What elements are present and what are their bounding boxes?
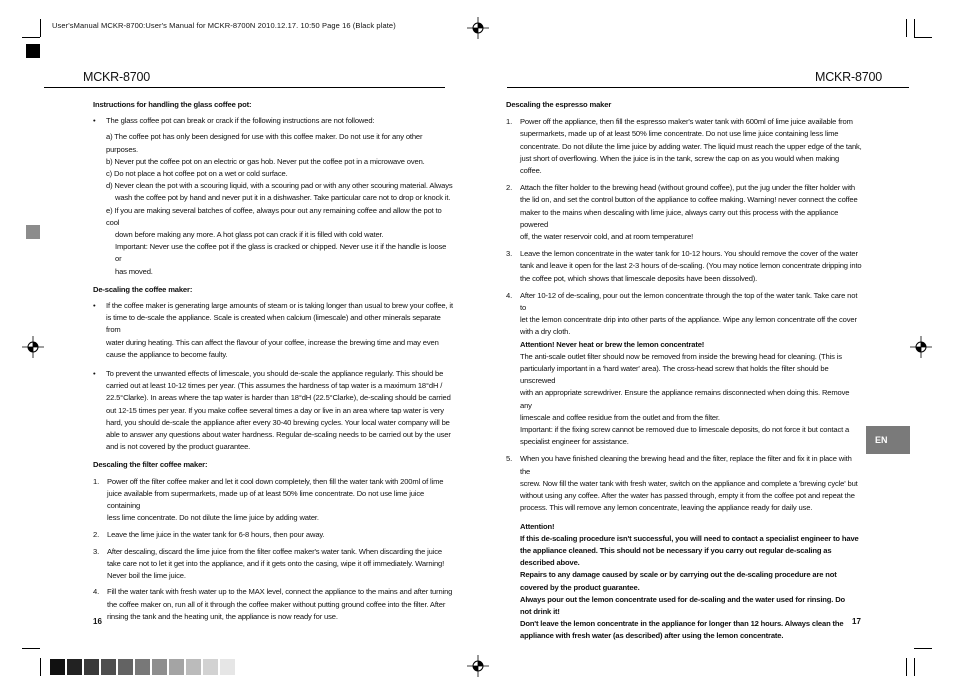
paragraph-line: Never boil the lime juice. <box>107 571 186 581</box>
color-swatch <box>152 659 167 675</box>
paragraph-line: When you have finished cleaning the brewing head and the filter, replace the filter and fix it in place with the <box>520 454 852 476</box>
paragraph-line: Power off the filter coffee maker and let it cool down completely, then fill the water tank with 200ml of lime <box>107 476 444 486</box>
glass-item-a: a) The coffee pot has only been designed for use with this coffee maker. Do not use it for any other purposes. <box>106 132 423 154</box>
bullet: • <box>93 369 96 379</box>
paragraph-line: the coffee maker on, run all of it through the coffee maker without putting ground coffee into the filter. After <box>107 599 446 609</box>
list-number: 2. <box>506 183 513 193</box>
list-item <box>93 368 453 453</box>
paragraph-line: maker to the mains when descaling with lime juice, always carry out this process with the appliance powered <box>520 207 839 229</box>
glass-item-d: d) Never clean the pot with a scouring liquid, with a scouring pad or with any other scouring material. Always <box>106 181 453 191</box>
grayscale-color-bar <box>50 659 235 675</box>
paragraph-line: limescale and coffee residue from the outlet and from the filter. <box>520 412 720 422</box>
glass-important-cont: has moved. <box>115 266 153 276</box>
crop-mark <box>914 658 915 676</box>
paragraph-line: tank and leave it open for the last 2-3 hours of de-scaling. (You may notice lemon concentrate dripping into <box>520 261 862 271</box>
paragraph-line: cause the appliance to become faulty. <box>106 349 228 359</box>
bullet: • <box>93 301 96 311</box>
paragraph-line: with a dry cloth. <box>520 327 571 337</box>
paragraph-line: hard, you should de-scale the appliance after every 30-40 brewing cycles. Your local water company will be <box>106 417 450 427</box>
attention-line: Attention! <box>520 521 555 531</box>
list-number: 3. <box>506 249 513 259</box>
list-item <box>506 290 862 449</box>
paragraph-line: take care not to let it get into the appliance, and if it gets onto the casing, wipe it off immediately. Warning! <box>107 558 445 568</box>
right-column <box>506 99 862 643</box>
paragraph-line: less lime concentrate. Do not dilute the lime juice by adding water. <box>107 513 319 523</box>
paragraph-line: After 10-12 of de-scaling, pour out the lemon concentrate through the top of the water tank. Take care not to <box>520 290 858 313</box>
glass-item-e-cont: down before making any more. A hot glass pot can crack if it is filled with cold water. <box>115 230 384 240</box>
glass-important: Important: Never use the coffee pot if the glass is cracked or chipped. Never use it if the handle is loose or <box>115 242 447 264</box>
paragraph-line: with an appropriate screwdriver. Ensure the appliance remains disconnected when doing this. Remove any <box>520 388 850 410</box>
glass-item-d-cont: wash the coffee pot by hand and never put it in a dishwasher. Take particular care not to drop or knock it. <box>115 193 451 203</box>
paragraph-line: process. This will remove any lemon concentrate, leaving the appliance ready for daily use. <box>520 503 813 513</box>
paragraph-line: If the coffee maker is generating large amounts of steam or is taking longer than usual to brew your coffee, it <box>106 301 453 311</box>
attention-block <box>506 521 862 643</box>
color-swatch <box>135 659 150 675</box>
list-number: 3. <box>93 546 100 556</box>
paragraph-line: Fill the water tank with fresh water up to the MAX level, connect the appliance to the mains and after turning <box>107 587 453 597</box>
paragraph-line: supermarkets, made up of at least 50% lime concentrate. Do not use lime juice containing less lime <box>520 129 839 139</box>
paragraph-line: Important: if the fixing screw cannot be removed due to limescale deposits, do not force it but contact a <box>520 425 850 435</box>
print-slug: User'sManual MCKR-8700:User's Manual for MCKR-8700N 2010.12.17. 10:50 Page 16 (Black plate) <box>52 21 396 30</box>
paragraph-line: carried out at least 10-12 times per year. (This assumes the hardness of tap water is a maximum 18°dH / <box>106 381 443 391</box>
crop-mark <box>22 37 40 38</box>
crop-mark <box>906 19 907 37</box>
glass-item-e: e) If you are making several batches of coffee, always pour out any remaining coffee and allow the pot to cool <box>106 205 442 227</box>
corner-black-square <box>26 44 40 58</box>
paragraph-line: particularly important in a 'hard water' area). The cross-head screw that holds the filter should be unscrewed <box>520 364 829 386</box>
paragraph-line: The anti-scale outlet filter should now be removed from inside the brewing head for cleaning. (This is <box>520 351 842 361</box>
attention-line: If this de-scaling procedure isn't successful, you will need to contact a specialist engineer to have <box>520 533 859 543</box>
crop-mark <box>914 19 915 37</box>
attention-line: covered by the product guarantee. <box>520 582 640 592</box>
paragraph-line: the coffee pot, which shows that limescale deposits have been dissolved). <box>520 273 758 283</box>
crop-mark <box>914 37 932 38</box>
list-item <box>506 453 862 514</box>
left-header-title: MCKR-8700 <box>83 70 150 84</box>
crop-mark <box>906 658 907 676</box>
registration-mark-icon <box>910 336 932 358</box>
glass-sublist <box>93 131 453 277</box>
paragraph-line: screw. Now fill the water tank with fresh water, switch on the appliance and complete a 'brewing cycle' but <box>520 478 858 488</box>
list-number: 2. <box>93 529 100 539</box>
paragraph-line: Leave the lemon concentrate in the water tank for 10-12 hours. You should remove the cover of the water <box>520 249 858 259</box>
language-tab: EN <box>866 426 910 454</box>
attention-line: not drink it! <box>520 606 560 616</box>
attention-line: the appliance cleaned. This should not be necessary if you carry out regular de-scaling as <box>520 545 832 555</box>
list-item <box>93 476 453 525</box>
paragraph-line: is time to de-scale the appliance. Scale is created when calcium (limescale) and other minerals separate from <box>106 313 441 335</box>
glass-item-c: c) Do not place a hot coffee pot on a wet or cold surface. <box>106 169 288 179</box>
paragraph-line: water during heating. This can affect the flavour of your coffee, increase the brewing time and may even <box>106 337 439 347</box>
paragraph-line: the lid on, and set the control button of the appliance to coffee making. Warning! never connect the coffee <box>520 195 858 205</box>
list-number: 4. <box>93 587 100 597</box>
attention-line: appliance with fresh water (as described) after using the lemon concentrate. <box>520 631 784 641</box>
color-swatch <box>203 659 218 675</box>
color-swatch <box>186 659 201 675</box>
right-header-title: MCKR-8700 <box>815 70 882 84</box>
paragraph-line: Power off the appliance, then fill the espresso maker's water tank with 600ml of lime juice available from <box>520 117 853 127</box>
right-header-rule <box>507 87 909 88</box>
color-swatch <box>220 659 235 675</box>
attention-line: Repairs to any damage caused by scale or by carrying out the de-scaling procedure are not <box>520 570 837 580</box>
left-header-rule <box>44 87 445 88</box>
color-swatch <box>84 659 99 675</box>
registration-mark-icon <box>22 336 44 358</box>
list-item <box>93 115 453 127</box>
paragraph-line: without using any coffee. After the water has passed through, empty it from the coffee pot and repeat the <box>520 491 855 501</box>
crop-mark <box>40 19 41 37</box>
list-number: 1. <box>93 476 100 486</box>
attention-line: Don't leave the lemon concentrate in the appliance for longer than 12 hours. Always clean the <box>520 619 844 629</box>
attention-line: Always pour out the lemon concentrate used for de-scaling and the water used for rinsing. Do <box>520 594 846 604</box>
list-number: 1. <box>506 117 513 127</box>
paragraph-line: and is not covered by the product guarantee. <box>106 442 251 452</box>
paragraph-line: After descaling, discard the lime juice from the filter coffee maker's water tank. When discarding the juice <box>107 546 443 556</box>
paragraph-line: just short of overflowing. When the juice is in the tank, screw the cap on as you would when making coffee. <box>520 153 840 176</box>
crop-mark <box>40 658 41 676</box>
left-page-number: 16 <box>93 617 102 626</box>
color-swatch <box>50 659 65 675</box>
paragraph-line: concentrate. Do not dilute the lime juice by adding water. The liquid must reach the upper edge of the tank, <box>520 141 862 151</box>
list-item <box>93 586 453 623</box>
paragraph-line: rinsing the tank and the heating unit, the appliance is now ready for use. <box>107 611 338 621</box>
attention-line: described above. <box>520 558 580 568</box>
registration-mark-icon <box>467 17 489 39</box>
list-item <box>506 116 862 177</box>
paragraph-line: Attach the filter holder to the brewing head (without ground coffee), put the jug under the filter holder with <box>520 183 855 193</box>
color-swatch <box>101 659 116 675</box>
paragraph-line: off, the water reservoir cold, and at room temperature! <box>520 232 694 242</box>
color-swatch <box>169 659 184 675</box>
paragraph-line: let the lemon concentrate drip into other parts of the appliance. Wipe any lemon concentrate off the cover <box>520 315 857 325</box>
list-number: 4. <box>506 290 513 300</box>
list-item <box>93 529 453 541</box>
attention-warning: Attention! Never heat or brew the lemon concentrate! <box>520 339 705 349</box>
right-page-number: 17 <box>852 617 861 626</box>
descale-coffee-maker-heading: De-scaling the coffee maker: <box>93 284 193 294</box>
descale-filter-heading: Descaling the filter coffee maker: <box>93 460 208 470</box>
descale-espresso-heading: Descaling the espresso maker <box>506 100 612 109</box>
list-item <box>506 182 862 243</box>
list-item <box>506 248 862 285</box>
bullet: • <box>93 116 96 126</box>
side-gray-square <box>26 225 40 239</box>
paragraph-line: out 12-15 times per year. If you make coffee several times a day or live in an area where tap water is very <box>106 405 444 415</box>
paragraph-line: Leave the lime juice in the water tank for 6-8 hours, then pour away. <box>107 529 325 539</box>
glass-bullet-text: The glass coffee pot can break or crack if the following instructions are not followed: <box>106 116 375 126</box>
list-item <box>93 300 453 361</box>
glass-item-b: b) Never put the coffee pot on an electric or gas hob. Never put the coffee pot in a microwave oven. <box>106 156 425 166</box>
crop-mark <box>914 648 932 649</box>
paragraph-line: To prevent the unwanted effects of limescale, you should de-scale the appliance regularly. This should be <box>106 369 444 379</box>
crop-mark <box>22 648 40 649</box>
left-column <box>93 99 453 623</box>
paragraph-line: 22.5°Clarke). In areas where the tap water is harder than 18°dH (22.5°Clarke), de-scaling should be carried <box>106 393 451 403</box>
paragraph-line: specialist engineer for assistance. <box>520 437 629 447</box>
list-item <box>93 546 453 583</box>
glass-pot-heading: Instructions for handling the glass coffee pot: <box>93 100 252 109</box>
paragraph-line: juice available from supermarkets, made up of at least 50% lime concentrate. Do not use lime juice containing <box>107 488 425 511</box>
paragraph-line: able to answer any questions about water hardness. Regular de-scaling needs to be carried out by the user <box>106 430 451 440</box>
registration-mark-icon <box>467 655 489 677</box>
color-swatch <box>118 659 133 675</box>
color-swatch <box>67 659 82 675</box>
list-number: 5. <box>506 454 513 464</box>
